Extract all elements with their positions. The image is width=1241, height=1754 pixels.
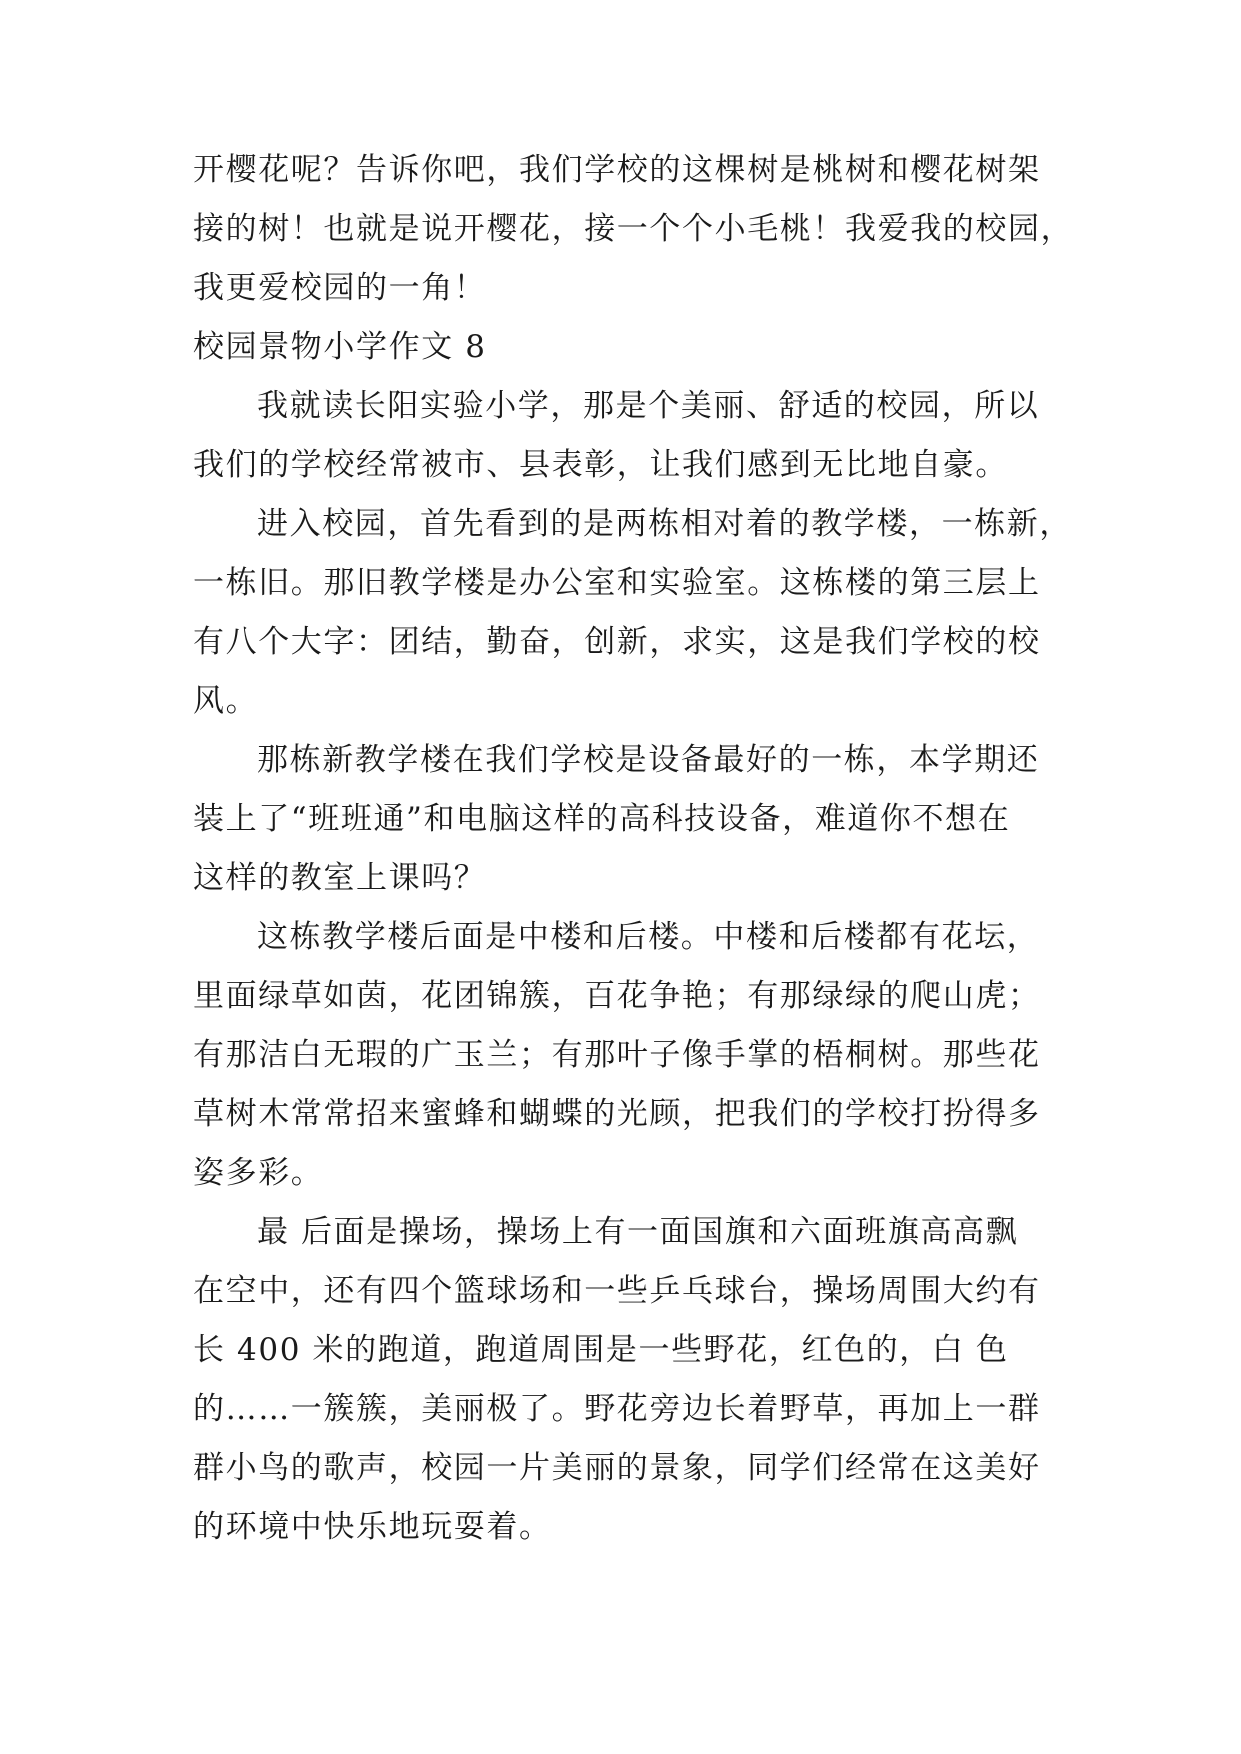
text-line: 那栋新教学楼在我们学校是设备最好的一栋，本学期还 [257,742,1040,778]
text-line: 有那洁白无瑕的广玉兰；有那叶子像手掌的梧桐树。那些花 [193,1037,1041,1073]
text-line: 装上了“班班通”和电脑这样的高科技设备，难道你不想在 [193,801,1011,837]
text-line: 长 400 米的跑道，跑道周围是一些野花，红色的，白 色 [193,1332,1009,1368]
text-line: 开樱花呢？告诉你吧，我们学校的这棵树是桃树和樱花树架 [193,152,1041,188]
text-line: 群小鸟的歌声，校园一片美丽的景象，同学们经常在这美好 [193,1450,1041,1486]
section-title: 校园景物小学作文 8 [193,329,487,365]
text-line: 草树木常常招来蜜蜂和蝴蝶的光顾，把我们的学校打扮得多 [193,1096,1041,1132]
text-line: 进入校园，首先看到的是两栋相对着的教学楼，一栋新， [257,506,1072,542]
text-line: 我就读长阳实验小学，那是个美丽、舒适的校园，所以 [257,388,1040,424]
text-line: 一栋旧。那旧教学楼是办公室和实验室。这栋楼的第三层上 [193,565,1041,601]
text-line: 有八个大字：团结，勤奋，创新，求实，这是我们学校的校 [193,624,1041,660]
text-line: 接的树！也就是说开樱花，接一个个小毛桃！我爱我的校园， [193,211,1074,247]
text-line: 风。 [193,683,259,719]
text-line: 姿多彩。 [193,1155,324,1191]
text-line: 在空中，还有四个篮球场和一些乒乓球台，操场周围大约有 [193,1273,1041,1309]
text-line: 这样的教室上课吗？ [193,860,487,896]
text-line: 这栋教学楼后面是中楼和后楼。中楼和后楼都有花坛， [257,919,1040,955]
text-line: 我们的学校经常被市、县表彰，让我们感到无比地自豪。 [193,447,1008,483]
text-line: 的环境中快乐地玩耍着。 [193,1509,552,1545]
text-line: 我更爱校园的一角！ [193,270,487,306]
text-line: 的……一簇簇，美丽极了。野花旁边长着野草，再加上一群 [193,1391,1041,1427]
text-line: 里面绿草如茵，花团锦簇，百花争艳；有那绿绿的爬山虎； [193,978,1041,1014]
text-line: 最 后面是操场，操场上有一面国旗和六面班旗高高飘 [257,1214,1019,1250]
